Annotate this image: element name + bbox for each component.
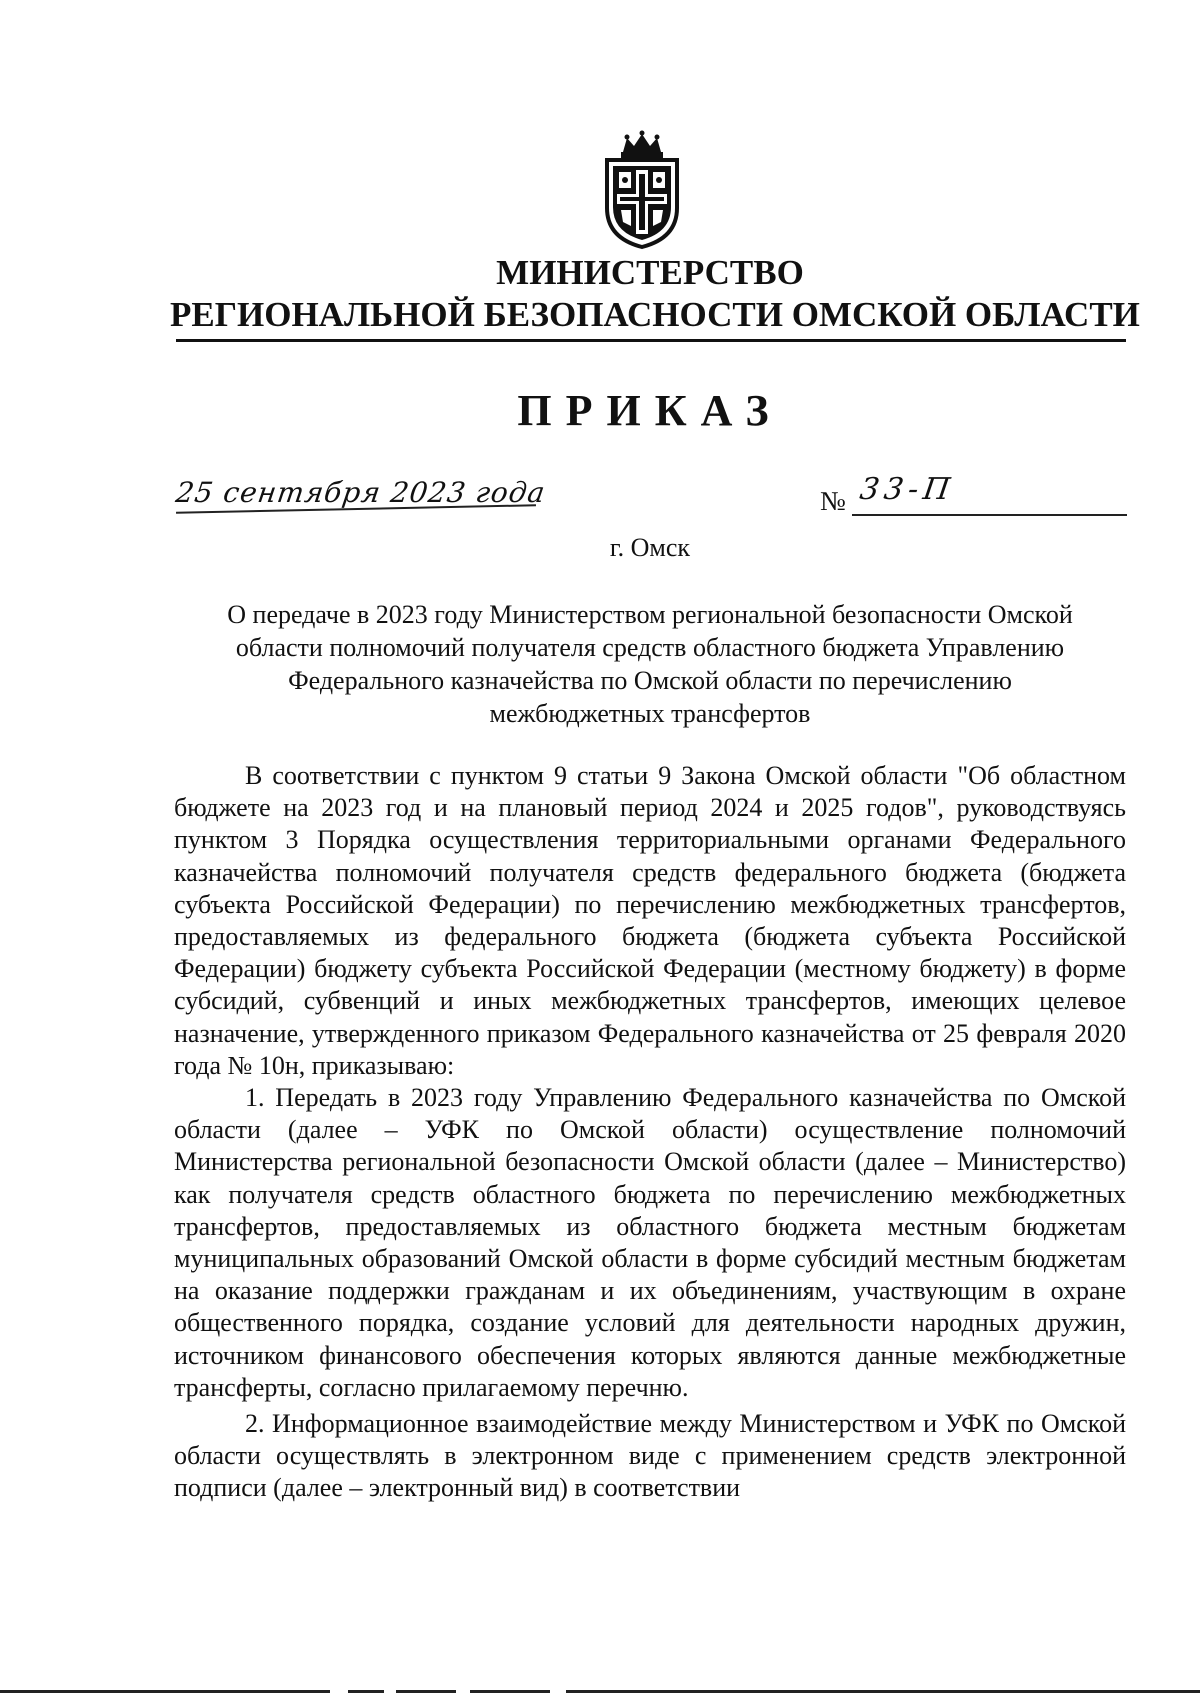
issue-city: г. Омск <box>609 533 691 562</box>
footer-rule <box>0 1690 330 1693</box>
number-underline <box>852 514 1127 516</box>
footer-rule <box>348 1690 384 1693</box>
ministry-name-line1: МИНИСТЕРСТВО <box>496 253 804 292</box>
footer-rule <box>396 1690 456 1693</box>
footer-rule <box>470 1690 550 1693</box>
clause-2-paragraph: 2. Информационное взаимодействие между Министерством и УФК по Омской области осуществлять в электронном виде с применением средств электронной подписи (далее – электронный вид) в соответствии <box>174 1409 1126 1503</box>
subject-line: области полномочий получателя средств областного бюджета Управлению <box>235 633 1065 662</box>
handwritten-number: 33-П <box>857 472 958 507</box>
preamble-paragraph: В соответствии с пунктом 9 статьи 9 Закона Омской области "Об областном бюджете на 2023 год и на плановый период 2024 и 2025 годов", руководствуясь пунктом 3 Порядка осуществления территориальными органами Федерального казначейства полномочий получателя средств федерального бюджета (бюджета субъекта Российской Федерации) по перечислению межбюджетных трансфертов, предоставляемых из федерального бюджета (бюджета субъекта Российской Федерации) бюджету субъекта Российской Федерации (местному бюджету) в форме субсидий, субвенций и иных межбюджетных трансфертов, имеющих целевое назначение, утвержденного приказом Федерального казначейства от 25 февраля 2020 года № 10н, приказываю: <box>174 761 1126 1080</box>
number-sign: № <box>820 486 846 516</box>
subject-line: межбюджетных трансфертов <box>489 699 811 728</box>
footer-rule <box>566 1690 1200 1693</box>
order-body <box>174 760 1126 1505</box>
ministry-name-line2: РЕГИОНАЛЬНОЙ БЕЗОПАСНОСТИ ОМСКОЙ ОБЛАСТИ <box>170 295 1140 334</box>
subject-line: О передаче в 2023 году Министерством региональной безопасности Омской <box>227 600 1073 629</box>
header-underline <box>176 339 1126 342</box>
clause-1-paragraph: 1. Передать в 2023 году Управлению Федерального казначейства по Омской области (далее – УФК по Омской области) осуществление полномочий Министерства региональной безопасности Омской области (далее – Министерство) как получателя средств областного бюджета по перечислению межбюджетных трансфертов, предоставляемых из областного бюджета местным бюджетам муниципальных образований Омской области в форме субсидий местным бюджетам на оказание поддержки гражданам и их объединениям, участвующим в охране общественного порядка, создание условий для деятельности народных дружин, источником финансового обеспечения которых являются данные межбюджетные трансферты, согласно прилагаемому перечню. <box>174 1083 1126 1402</box>
order-subject <box>170 598 1130 730</box>
document-type-title: ПРИКАЗ <box>517 386 783 435</box>
subject-line: Федерального казначейства по Омской области по перечислению <box>288 666 1012 695</box>
handwritten-date: 25 сентября 2023 года <box>173 476 548 509</box>
coat-of-arms-icon <box>601 130 683 250</box>
